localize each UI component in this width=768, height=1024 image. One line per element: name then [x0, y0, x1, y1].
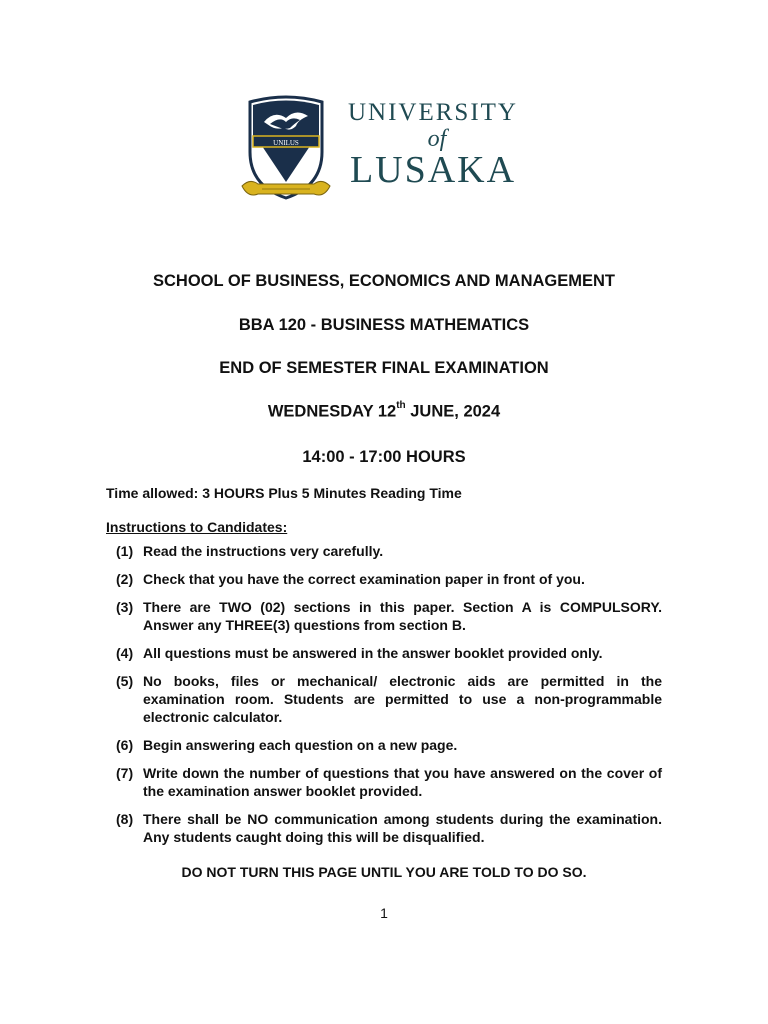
university-logo: [240, 94, 530, 206]
item-number: (5): [116, 673, 134, 689]
exam-title: END OF SEMESTER FINAL EXAMINATION: [219, 359, 549, 377]
item-number: (2): [116, 571, 134, 587]
item-text: Read the instructions very carefully.: [143, 543, 384, 559]
item-text: There are TWO (02) sections in this paper. Section A is COMPULSORY. Answer any THREE(3) questions from section B.: [143, 599, 662, 633]
list-item: [116, 570, 662, 588]
school-name: SCHOOL OF BUSINESS, ECONOMICS AND MANAGEMENT: [152, 272, 616, 290]
course-title: BBA 120 - BUSINESS MATHEMATICS: [238, 316, 530, 334]
list-item: [116, 672, 662, 726]
item-number: (4): [116, 645, 134, 661]
item-text: No books, files or mechanical/ electronic aids are permitted in the examination room. Students are permitted to use a non-programmable electronic calculator.: [143, 673, 662, 725]
exam-date: [0, 402, 768, 422]
time-allowed: Time allowed: 3 HOURS Plus 5 Minutes Reading Time: [106, 485, 462, 501]
item-number: (1): [116, 543, 134, 559]
instructions-list: [116, 542, 662, 856]
instructions-title: Instructions to Candidates:: [106, 519, 288, 535]
list-item: [116, 764, 662, 800]
item-text: There shall be NO communication among students during the examination. Any students caught doing this will be disqualified.: [143, 811, 662, 845]
item-text: Write down the number of questions that you have answered on the cover of the examination answer booklet provided.: [143, 765, 662, 799]
item-number: (7): [116, 765, 134, 781]
list-item: [116, 644, 662, 662]
list-item: [116, 810, 662, 846]
item-text: Check that you have the correct examination paper in front of you.: [143, 571, 585, 587]
item-number: (6): [116, 737, 134, 753]
university-crest-icon: [240, 94, 332, 206]
list-item: [116, 598, 662, 634]
list-item: [116, 736, 662, 754]
item-text: All questions must be answered in the answer booklet provided only.: [143, 645, 603, 661]
page-number: 1: [380, 905, 388, 921]
item-number: (8): [116, 811, 134, 827]
item-number: (3): [116, 599, 134, 615]
university-wordmark: [338, 98, 528, 190]
exam-date-ordinal: th: [396, 400, 406, 411]
list-item: [116, 542, 662, 560]
wordmark-university: UNIVERSITY: [348, 99, 518, 126]
wordmark-lusaka: LUSAKA: [349, 149, 517, 191]
item-text: Begin answering each question on a new page.: [143, 737, 458, 753]
exam-date-prefix: WEDNESDAY 12: [267, 402, 397, 421]
wordmark-of: of: [427, 126, 447, 152]
exam-hours: 14:00 - 17:00 HOURS: [302, 448, 466, 466]
exam-date-suffix: JUNE, 2024: [405, 402, 501, 421]
svg-text:UNILUS: UNILUS: [273, 139, 299, 147]
do-not-turn-notice: DO NOT TURN THIS PAGE UNTIL YOU ARE TOLD TO DO SO.: [181, 864, 587, 880]
